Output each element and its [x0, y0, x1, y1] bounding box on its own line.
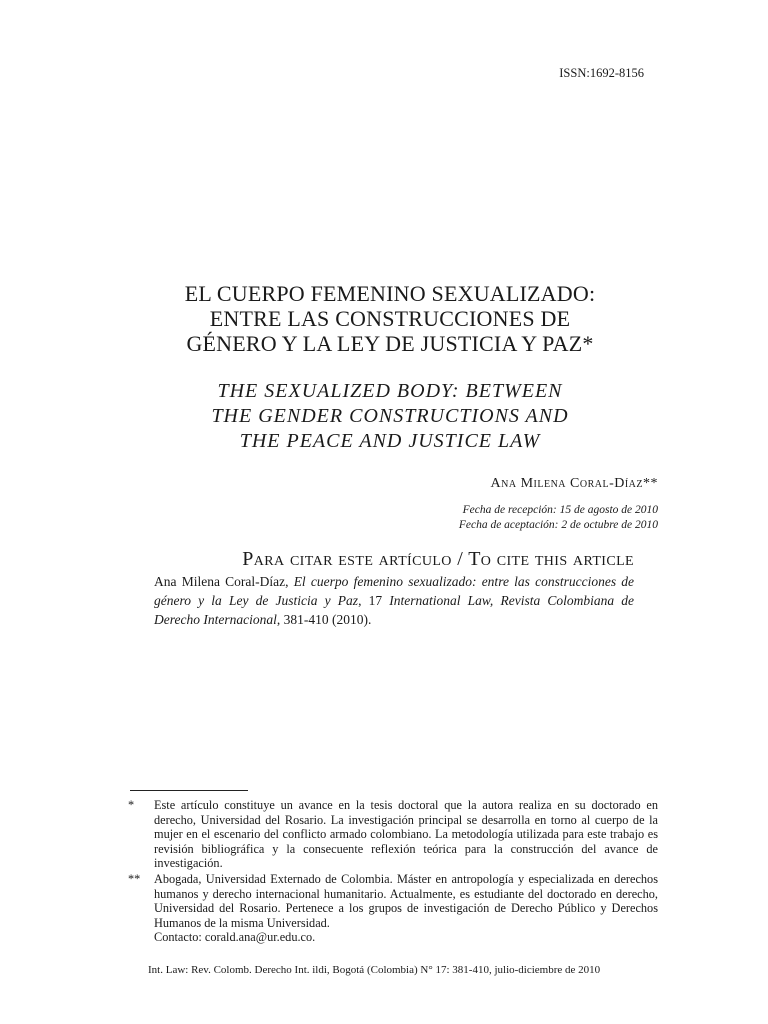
author-name: Ana Milena Coral-Díaz**: [490, 476, 658, 491]
citation-volume: , 17: [358, 593, 390, 608]
title-english-line-2: THE GENDER CONSTRUCTIONS AND: [211, 405, 569, 427]
citation-title: El cuerpo femenino sexualizado: entre las construcciones de género y la Ley de Justicia y Paz: [154, 574, 635, 608]
citation: [154, 572, 634, 629]
citation-pages: , 381-410 (2010).: [276, 612, 372, 627]
footnote-2-mark: **: [128, 872, 141, 886]
footnote-2-contact[interactable]: Contacto: corald.ana@ur.edu.co.: [154, 930, 316, 944]
footnote-divider: [130, 790, 248, 791]
title-english-line-3: THE PEACE AND JUSTICE LAW: [239, 430, 541, 452]
footnote-1-text: Este artículo constituye un avance en la tesis doctoral que la autora realiza en su doctorado en derecho, Universidad del Rosario. La investigación principal se desarrolla en torno al cuerpo de la mujer en el escenario del conflicto armado colombiano. La metodología utilizada para este trabajo es revisión bibliográfica y la consecuente reflexión teórica para la construcción del avance de investigación.: [154, 798, 658, 870]
footnote-2-text: Abogada, Universidad Externado de Colombia. Máster en antropología y especializada en derechos humanos y derecho internacional humanitario. Actualmente, es estudiante del doctorado en derecho, Universidad del Rosario. Pertenece a los grupos de investigación de Derecho Público y Derechos Humanos de la misma Universidad.: [154, 872, 658, 930]
footnote-2: [128, 872, 658, 945]
issn-label: ISSN:1692-8156: [559, 66, 644, 80]
title-spanish-line-2: ENTRE LAS CONSTRUCCIONES DE: [209, 306, 571, 331]
footnote-1-mark: *: [128, 798, 135, 812]
title-spanish-line-3: GÉNERO Y LA LEY DE JUSTICIA Y PAZ*: [186, 331, 594, 356]
title-english-line-1: THE SEXUALIZED BODY: BETWEEN: [217, 380, 563, 402]
footnote-1: [128, 798, 658, 871]
accepted-date: Fecha de aceptación: 2 de octubre de 2010: [458, 519, 658, 531]
journal-footer: Int. Law: Rev. Colomb. Derecho Int. ildi, Bogotá (Colombia) N° 17: 381-410, julio-diciembre de 2010: [148, 964, 601, 976]
received-date: Fecha de recepción: 15 de agosto de 2010: [462, 504, 658, 516]
citation-author: Ana Milena Coral-Díaz,: [154, 574, 294, 589]
citation-journal: International Law, Revista Colombiana de Derecho Internacional: [154, 593, 635, 627]
cite-heading: Para citar este artículo / To cite this article: [242, 548, 634, 570]
title-spanish-line-1: EL CUERPO FEMENINO SEXUALIZADO:: [184, 281, 596, 306]
